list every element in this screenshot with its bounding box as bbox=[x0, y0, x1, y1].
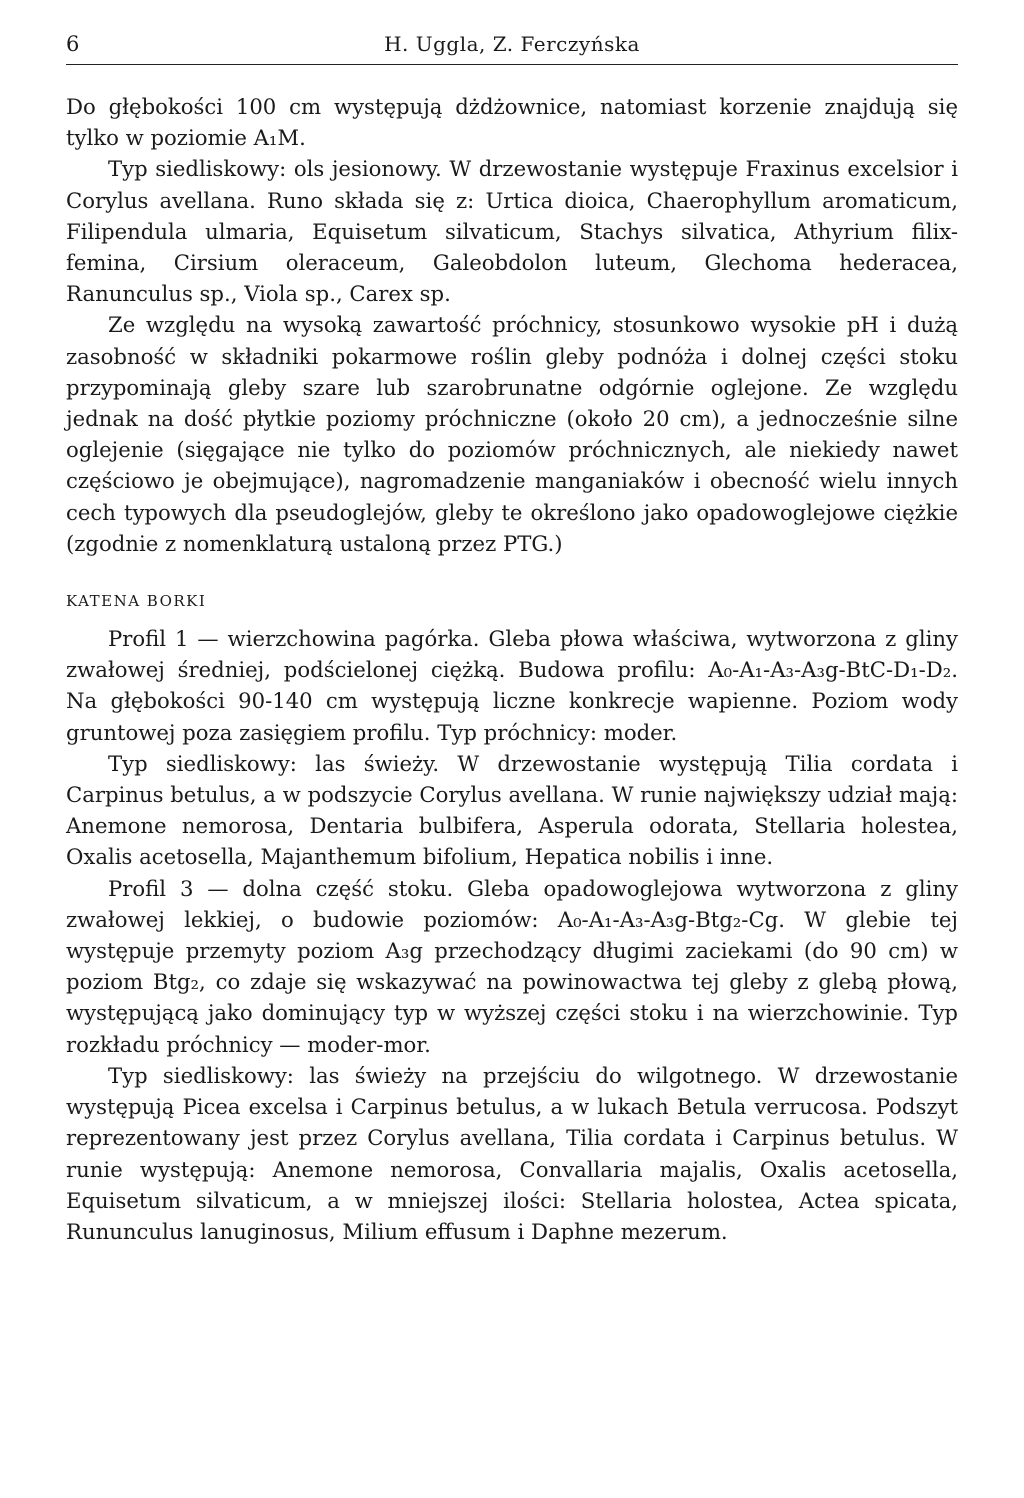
header-rule bbox=[66, 64, 958, 65]
paragraph-1: Do głębokości 100 cm występują dżdżownice, natomiast korzenie znajdują się tylko w poziomie A₁M. bbox=[66, 94, 958, 151]
paragraph-habitat-3: Typ siedliskowy: las świeży na przejściu do wilgotnego. W drzewostanie występują Picea excelsa i Carpinus betulus, a w lukach Betula verrucosa. Podszyt reprezentowany jest przez Corylus avellana, Tilia cordata i Carpinus betulus. W runie występują: Anemone nemorosa, Convallaria majalis, Oxalis acetosella, Equisetum silvaticum, a w mniejszej ilości: Stellaria holostea, Actea spicata, Rununculus lanuginosus, Milium effusum i Daphne mezerum. bbox=[66, 1062, 958, 1244]
paragraph-2: Typ siedliskowy: ols jesionowy. W drzewostanie występuje Fraxinus excelsior i Corylus avellana. Runo składa się z: Urtica dioica, Chaerophyllum aromaticum, Filipendula ulmaria, Equisetum silvaticum, Stachys silvatica, Athyrium filix-femina, Cirsium oleraceum, Galeobdolon luteum, Glechoma hederacea, Ranunculus sp., Viola sp., Carex sp. bbox=[66, 156, 958, 307]
paragraph-profile-1: Profil 1 — wierzchowina pagórka. Gleba płowa właściwa, wytworzona z gliny zwałowej średniej, podścielonej ciężką. Budowa profilu: A₀-A₁-A₃-A₃g-BtC-D₁-D₂. Na głębokości 90-140 cm występują liczne konkrecje wapienne. Poziom wody gruntowej poza zasięgiem profilu. Typ próchnicy: moder. bbox=[66, 626, 958, 745]
paragraph-profile-3: Profil 3 — dolna część stoku. Gleba opadowoglejowa wytworzona z gliny zwałowej lekkiej, o budowie poziomów: A₀-A₁-A₃-A₃g-Btg₂-Cg. W glebie tej występuje przemyty poziom A₃g przechodzący długimi zaciekami (do 90 cm) w poziom Btg₂, co zdaje się wskazywać na powinowactwa tej gleby z glebą płową, występującą jako dominujący typ w wyższej części stoku i na wierzchowinie. Typ rozkładu próchnicy — moder-mor. bbox=[66, 875, 958, 1057]
page-number: 6 bbox=[66, 32, 80, 56]
document-page bbox=[66, 0, 958, 1498]
paragraph-3: Ze względu na wysoką zawartość próchnicy, stosunkowo wysokie pH i dużą zasobność w składniki pokarmowe roślin gleby podnóża i dolnej części stoku przypominają gleby szare lub szarobrunatne odgórnie oglejone. Ze względu jednak na dość płytkie poziomy próchniczne (około 20 cm), a jednocześnie silne oglejenie (sięgające nie tylko do poziomów próchnicznych, ale niekiedy nawet częściowo je obejmujące), nagromadzenie manganiaków i obecność wielu innych cech typowych dla pseudoglejów, gleby te określono jako opadowoglejowe ciężkie (zgodnie z nomenklaturą ustaloną przez PTG.) bbox=[66, 312, 958, 556]
page-header bbox=[66, 32, 958, 62]
paragraph-habitat-1: Typ siedliskowy: las świeży. W drzewostanie występują Tilia cordata i Carpinus betulus, a w podszycie Corylus avellana. W runie największy udział mają: Anemone nemorosa, Dentaria bulbifera, Asperula odorata, Stellaria holestea, Oxalis acetosella, Majanthemum bifolium, Hepatica nobilis i inne. bbox=[66, 750, 958, 870]
section-title: KATENA BORKI bbox=[66, 592, 207, 611]
body-text bbox=[66, 91, 958, 1247]
running-head: H. Uggla, Z. Ferczyńska bbox=[384, 32, 640, 56]
